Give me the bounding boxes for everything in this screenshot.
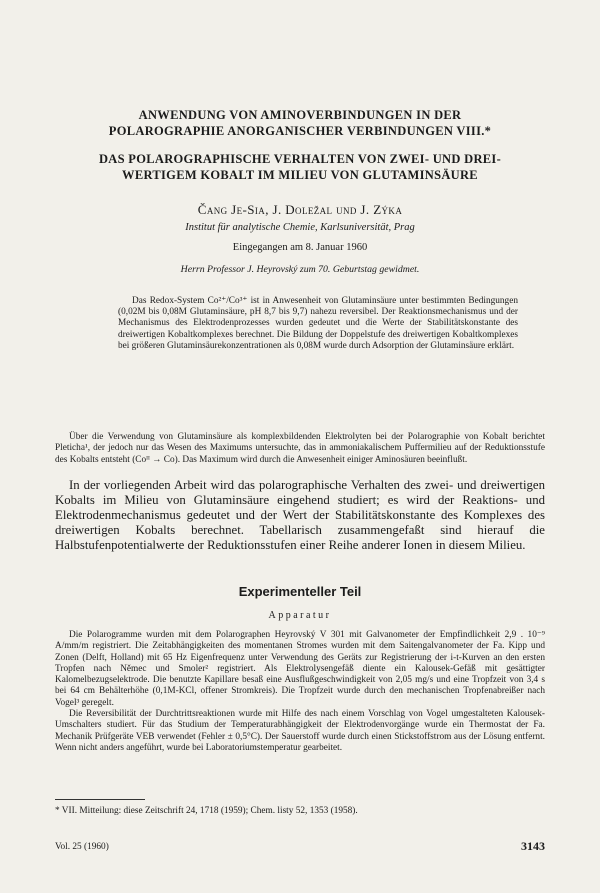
subsection-title: Apparatur <box>268 610 332 621</box>
authors: Čang Je-Sia, J. Doležal und J. Zýka <box>197 202 403 217</box>
section-title: Experimenteller Teil <box>238 584 362 599</box>
dedication: Herrn Professor J. Heyrovský zum 70. Geburtstag gewidmet. <box>180 264 420 275</box>
footnote-divider <box>55 799 145 800</box>
title-line-3: DAS POLAROGRAPHISCHE VERHALTEN VON ZWEI- UND DREI- <box>98 152 502 166</box>
footnote: * VII. Mitteilung: diese Zeitschrift 24, 1718 (1959); Chem. listy 52, 1353 (1958). <box>55 806 358 816</box>
apparatus-text <box>55 630 545 754</box>
apparatus-paragraph-1: Die Polarogramme wurden mit dem Polarographen Heyrovský V 301 mit Galvanometer der Empfindlichkeit 2,9 . 10⁻⁹ A/mm/m registriert. Die Zeitabhängigkeiten des momentanen Stromes wurden mit dem Saitengalvanometer der Fa. Kipp und Zonen (Delft, Holland) mit 65 Hz Eigenfrequenz unter Verwendung des Geräts zur Registrierung der i-t-Kurven an den ersten Tropfen nach Němec und Smoler² registriert. Als Elektrolysengefäß diente ein Kalousek-Gefäß mit gesättigter Kalomelbezugselektrode. Die benutzte Kapillare besaß eine Ausflußgeschwindigkeit von 2,05 mg/s und eine Tropfzeit von 3,4 s bei 64 cm Behälterhöhe (0,1M-KCl, offener Stromkreis). Die Tropfzeit wurde durch den mechanischen Tropfenabreißer nach Vogel³ geregelt. <box>55 630 545 708</box>
received-date: Eingegangen am 8. Januar 1960 <box>232 242 368 253</box>
abstract-paragraph: Das Redox-System Co²⁺/Co³⁺ ist in Anwesenheit von Glutaminsäure unter bestimmten Bedingungen (0,02M bis 0,08M Glutaminsäure, pH 8,7 bis 9,7) nahezu reversibel. Der Reaktionsmechanismus und der Mechanismus des Elektrodenprozesses wurden gedeutet und die Werte der Stabilitätskonstante des dreiwertigen Kobaltkomplexes berechnet. Die Bildung der Doppelstufe des dreiwertigen Kobaltkomplexes bei größeren Glutaminsäurekonzentrationen als 0,08M wurde durch Adsorption der Glutaminsäure erklärt. <box>118 296 518 351</box>
title-line-1: ANWENDUNG VON AMINOVERBINDUNGEN IN DER <box>138 108 462 122</box>
abstract <box>118 296 518 352</box>
institute: Institut für analytische Chemie, Karlsuniversität, Prag <box>185 222 415 233</box>
intro-small-paragraph: Über die Verwendung von Glutaminsäure als komplexbildenden Elektrolyten bei der Polarographie von Kobalt berichtet Pleticha¹, der jedoch nur das Wesen des Maximums untersuchte, das in ammoniakalischem Puffermilieu auf der Reduktionsstufe des Kobalts entsteht (Coᴵᴵ → Co). Das Maximum wird durch die Anwesenheit einiger Aminosäuren beeinflußt. <box>55 432 545 465</box>
title-line-4: WERTIGEM KOBALT IM MILIEU VON GLUTAMINSÄURE <box>122 168 478 182</box>
intro-large-paragraph: In der vorliegenden Arbeit wird das polarographische Verhalten des zwei- und dreiwertigen Kobalts im Milieu von Glutaminsäure eingehend studiert; es wird der Reaktions- und Elektrodenmechanismus gedeutet und der Wert der Stabilitätskonstante des Komplexes des dreiwertigen Kobalts berechnet. Tabellarisch zusammengefaßt sind hierauf die Halbstufenpotentialwerte der Reduktionsstufen einer Reihe anderer Ionen in diesem Milieu. <box>55 478 545 552</box>
volume-label: Vol. 25 (1960) <box>55 842 109 852</box>
title-line-2: POLAROGRAPHIE ANORGANISCHER VERBINDUNGEN VIII.* <box>108 124 492 138</box>
page-number: 3143 <box>521 839 545 853</box>
apparatus-paragraph-2: Die Reversibilität der Durchtrittsreaktionen wurde mit Hilfe des nach einem Vorschlag von Vogel umgestalteten Kalousek-Umschalters studiert. Für das Studium der Temperaturabhängigkeit der Elektrodenvorgänge wurde ein Thermostat der Fa. Mechanik Prüfgeräte VEB verwendet (Fehler ± 0,5°C). Der Sauerstoff wurde durch einen Stickstoffstrom aus der Lösung entfernt. Wenn nicht anders angeführt, wurde bei Laboratoriumstemperatur gearbeitet. <box>55 709 545 753</box>
